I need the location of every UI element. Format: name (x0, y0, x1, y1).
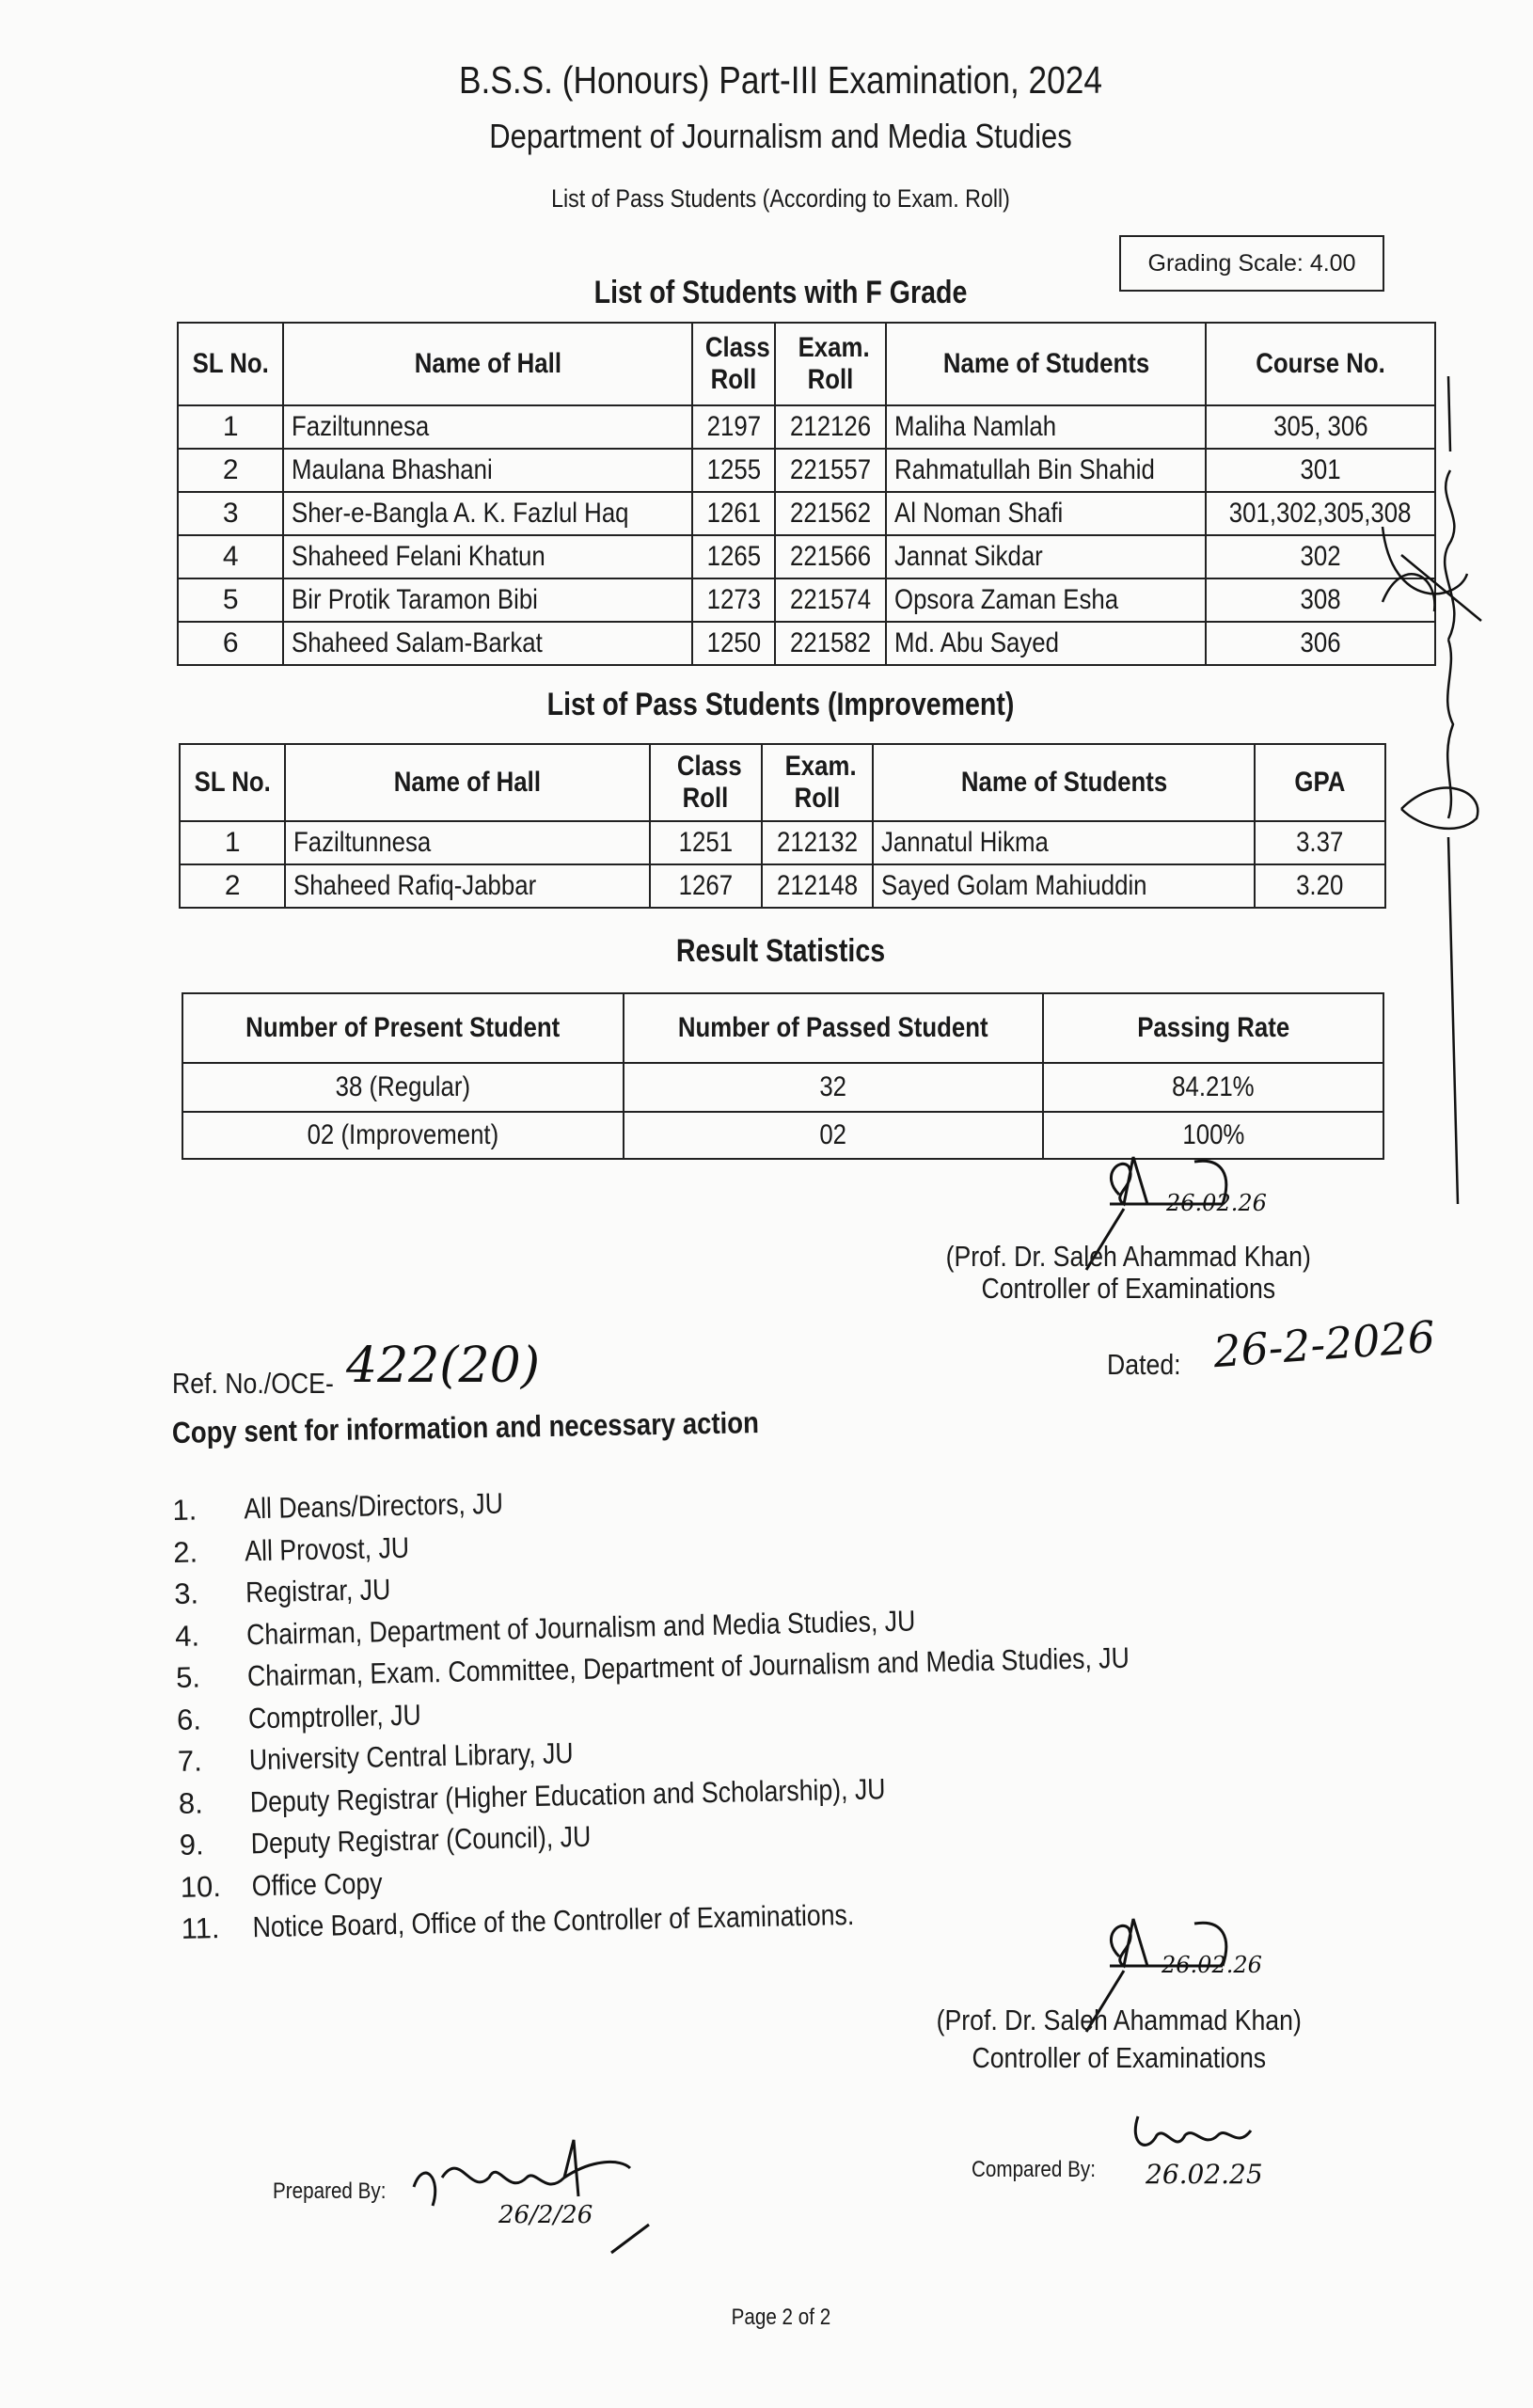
table-row: 4 Shaheed Felani Khatun 1265 221566 Jannat Sikdar 302 (178, 535, 1435, 578)
prepared-by-label: Prepared By: (273, 2178, 387, 2204)
table-row: 3 Sher-e-Bangla A. K. Fazlul Haq 1261 221562 Al Noman Shafi 301,302,305,308 (178, 492, 1435, 535)
list-item: 10. Office Copy (180, 1865, 383, 1904)
signatory-2-designation: Controller of Examinations (972, 2041, 1267, 2074)
table-row: 1 Faziltunnesa 1251 212132 Jannatul Hikma 3.37 (180, 821, 1385, 864)
prepared-by-signature-icon (404, 2121, 724, 2253)
col-student: Name of Students (873, 744, 1255, 821)
compared-by-date: 26.02.25 (1146, 2159, 1263, 2190)
table-row: 2 Maulana Bhashani 1255 221557 Rahmatullah Bin Shahid 301 (178, 449, 1435, 492)
list-subtitle: List of Pass Students (According to Exam. Roll) (551, 184, 1010, 213)
list-item: 1. All Deans/Directors, JU (172, 1486, 504, 1527)
list-item: 3. Registrar, JU (173, 1573, 391, 1610)
ref-label: Ref. No./OCE- (172, 1367, 334, 1400)
margin-signature-icon (1383, 367, 1514, 1213)
f-grade-title: List of Students with F Grade (593, 275, 968, 310)
improvement-table (179, 743, 1386, 909)
prepared-by-date: 26/2/26 (498, 2201, 593, 2229)
dated-label: Dated: (1107, 1348, 1181, 1381)
col-hall: Name of Hall (283, 323, 692, 405)
col-exam-roll: Exam. Roll (762, 744, 873, 821)
col-course: Course No. (1206, 323, 1434, 405)
col-class-roll: Class Roll (692, 323, 775, 405)
statistics-title: Result Statistics (675, 933, 886, 969)
page-number: Page 2 of 2 (731, 2305, 830, 2330)
table-row: 38 (Regular) 32 84.21% (182, 1063, 1383, 1112)
col-hall: Name of Hall (285, 744, 650, 821)
signatory-designation: Controller of Examinations (981, 1272, 1276, 1305)
col-gpa: GPA (1255, 744, 1385, 821)
table-row: 1 Faziltunnesa 2197 212126 Maliha Namlah 305, 306 (178, 405, 1435, 449)
grading-scale-text: Grading Scale: 4.00 (1147, 249, 1356, 277)
list-item: 6. Comptroller, JU (176, 1698, 422, 1736)
table-row: 6 Shaheed Salam-Barkat 1250 221582 Md. Abu Sayed 306 (178, 622, 1435, 665)
list-item: 5. Chairman, Exam. Committee, Department of Journalism and Media Studies, JU (175, 1640, 1130, 1694)
list-item: 8. Deputy Registrar (Higher Education and Scholarship), JU (178, 1771, 886, 1820)
ref-number: 422(20) (346, 1338, 540, 1394)
f-grade-table (177, 322, 1436, 666)
list-item: 2. All Provost, JU (172, 1530, 410, 1569)
col-student: Name of Students (886, 323, 1206, 405)
signature-1-date: 26.02.26 (1166, 1190, 1267, 1216)
list-item: 7. University Central Library, JU (177, 1736, 574, 1778)
col-sl: SL No. (178, 323, 283, 405)
col-sl: SL No. (180, 744, 285, 821)
exam-title: B.S.S. (Honours) Part-III Examination, 2024 (459, 58, 1102, 102)
list-item: 9. Deputy Registrar (Council), JU (179, 1819, 592, 1861)
signatory-name: (Prof. Dr. Saleh Ahammad Khan) (945, 1240, 1312, 1273)
improvement-title: List of Pass Students (Improvement) (546, 687, 1015, 722)
table-header-row (180, 744, 1385, 821)
table-row: 5 Bir Protik Taramon Bibi 1273 221574 Opsora Zaman Esha 308 (178, 578, 1435, 622)
statistics-table (182, 992, 1384, 1160)
distribution-list (172, 1471, 1279, 1955)
distribution-heading: Copy sent for information and necessary action (171, 1405, 760, 1450)
signature-2-date: 26.02.26 (1162, 1952, 1262, 1978)
table-header-row (178, 323, 1435, 405)
col-exam-roll: Exam. Roll (775, 323, 886, 405)
col-class-roll: Class Roll (650, 744, 762, 821)
table-row: 2 Shaheed Rafiq-Jabbar 1267 212148 Sayed Golam Mahiuddin 3.20 (180, 864, 1385, 908)
list-item: 11. Notice Board, Office of the Controller of Examinations. (181, 1897, 855, 1945)
table-row: 02 (Improvement) 02 100% (182, 1112, 1383, 1159)
department-name: Department of Journalism and Media Studies (489, 117, 1072, 155)
signatory-2-name: (Prof. Dr. Saleh Ahammad Khan) (936, 2004, 1303, 2036)
compared-by-signature-icon (1129, 2107, 1279, 2163)
table-header-row: Number of Present Student Number of Passed Student Passing Rate (182, 993, 1383, 1063)
dated-value: 26-2-2026 (1211, 1310, 1437, 1378)
compared-by-label: Compared By: (972, 2157, 1096, 2182)
list-item: 4. Chairman, Department of Journalism and Media Studies, JU (174, 1603, 916, 1653)
